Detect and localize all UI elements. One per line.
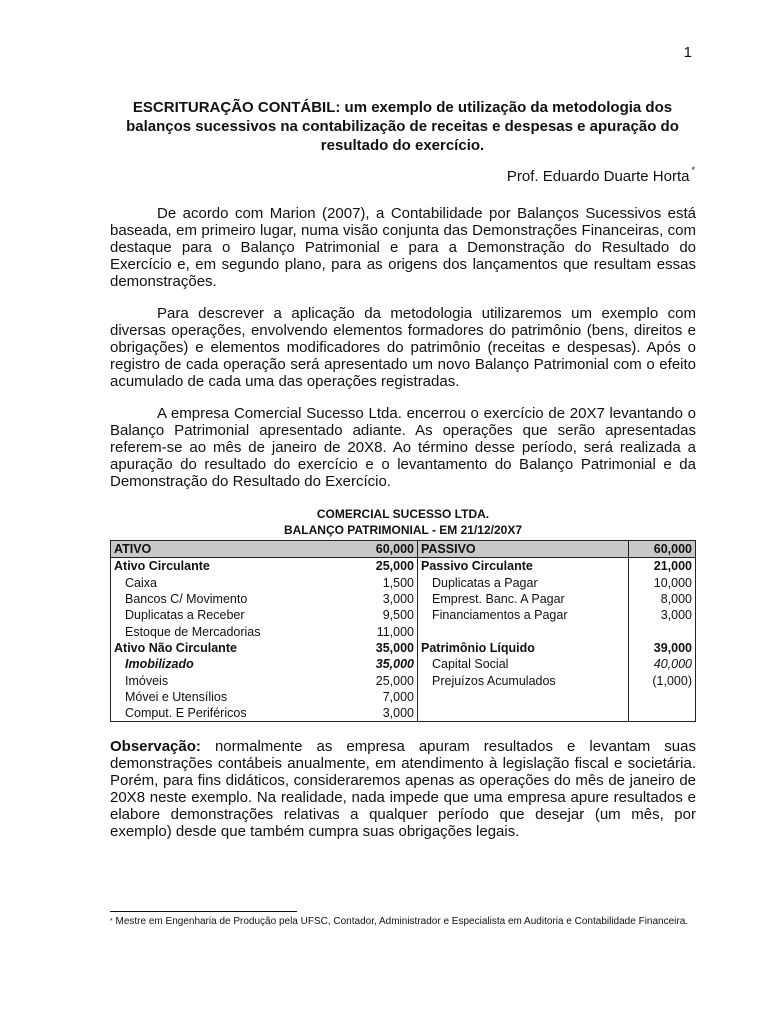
footnote-text: Mestre em Engenharia de Produção pela UFSC, Contador, Administrador e Especialista em Auditoria e Contabilidade Financeira. [112,916,689,927]
row-value-left: 3,000 [347,705,418,722]
header-ativo-value: 60,000 [347,541,418,558]
row-label-left: Caixa [125,575,157,590]
table-row [111,591,696,607]
table-row [111,705,696,722]
row-value-right: 40,000 [629,656,696,672]
row-value-right: 3,000 [629,607,696,623]
footnote [110,916,696,928]
row-label-right: Patrimônio Líquido [421,640,535,655]
row-label-left: Bancos C/ Movimento [125,592,248,607]
row-value-right [629,689,696,705]
observation-paragraph [110,738,696,840]
observation-text: normalmente as empresa apuram resultados e levantam suas demonstrações contábeis anualmente, em atendimento à legislação fiscal e societária. Porém, para fins didáticos, consideraremos apenas as operações do mês de janeiro de 20X8 neste exemplo. Na realidade, nada impede que uma empresa apure resultados e elabore demonstrações relativas a qualquer período que desejar (um mês, por exemplo) desde que também cumpra suas obrigações legais. [110,738,696,840]
row-label-left: Imobilizado [125,657,194,672]
observation-label: Observação: [110,738,201,755]
row-value-right: 21,000 [629,558,696,575]
balance-sheet-table [110,540,696,722]
paragraph-1: De acordo com Marion (2007), a Contabilidade por Balanços Sucessivos está baseada, em primeiro lugar, numa visão conjunta das Demonstrações Financeiras, com destaque para o Balanço Patrimonial e para a Demonstração do Resultado do Exercício e, em segundo plano, para as origens dos lançamentos que resultam essas demonstrações. [110,205,696,290]
author-footnote-mark: * [691,165,695,175]
document-title: ESCRITURAÇÃO CONTÁBIL: um exemplo de utilização da metodologia dos balanços sucessivos na contabilização de receitas e despesas e apuração do resultado do exercício. [126,99,679,154]
row-value-left: 1,500 [347,575,418,591]
row-label-left: Ativo Não Circulante [114,640,237,655]
table-row [111,689,696,705]
row-label-left: Imóveis [125,673,169,688]
table-caption: BALANÇO PATRIMONIAL - EM 21/12/20X7 [283,523,523,537]
row-value-right [629,623,696,639]
author-name: Prof. Eduardo Duarte Horta [506,168,690,185]
table-row [111,607,696,623]
row-label-right: Financiamentos a Pagar [432,608,568,623]
row-label-right: Duplicatas a Pagar [432,575,538,590]
table-header-row [111,541,696,558]
row-label-left: Duplicatas a Receber [125,608,245,623]
header-passivo: PASSIVO [418,541,629,558]
row-label-left: Móvei e Utensílios [125,689,228,704]
header-ativo: ATIVO [111,541,348,558]
row-label-right: Passivo Circulante [421,559,533,574]
paragraph-2: Para descrever a aplicação da metodologia utilizaremos um exemplo com diversas operações, envolvendo elementos formadores do patrimônio (bens, direitos e obrigações) e elementos modificadores do patrimônio (receitas e despesas). Após o registro de cada operação será apresentado um novo Balanço Patrimonial com o efeito acumulado de cada uma das operações registradas. [110,305,696,390]
footnote-mark: * [110,918,113,925]
row-label-right [418,705,629,722]
row-value-right [629,705,696,722]
page-number: 1 [683,44,692,61]
row-label-left: Ativo Circulante [114,559,210,574]
row-value-left: 7,000 [347,689,418,705]
header-passivo-value: 60,000 [629,541,696,558]
table-row [111,656,696,672]
table-row [111,623,696,639]
row-label-right: Prejuízos Acumulados [432,673,556,688]
row-value-right: 39,000 [629,640,696,656]
row-value-left: 35,000 [347,656,418,672]
row-value-right: 8,000 [629,591,696,607]
row-value-left: 11,000 [347,623,418,639]
row-label-right [418,689,629,705]
row-label-right: Emprest. Banc. A Pagar [432,592,565,607]
row-value-right: 10,000 [629,575,696,591]
row-value-left: 3,000 [347,591,418,607]
row-value-right: (1,000) [629,672,696,688]
table-row [111,640,696,656]
row-label-right: Capital Social [432,657,509,672]
row-label-right [418,623,629,639]
table-company-name: COMERCIAL SUCESSO LTDA. [316,507,490,521]
table-row [111,558,696,575]
paragraph-3: A empresa Comercial Sucesso Ltda. encerrou o exercício de 20X7 levantando o Balanço Patrimonial apresentado adiante. As operações que serão apresentadas referem-se ao mês de janeiro de 20X8. Ao término desse período, será realizada a apuração do resultado do exercício e o levantamento do Balanço Patrimonial e da Demonstração do Resultado do Exercício. [110,405,696,490]
row-label-left: Comput. E Periféricos [125,706,247,721]
table-row [111,672,696,688]
table-row [111,575,696,591]
footnote-divider [110,911,297,912]
row-value-left: 25,000 [347,558,418,575]
author [506,165,695,185]
row-value-left: 9,500 [347,607,418,623]
row-value-left: 35,000 [347,640,418,656]
row-value-left: 25,000 [347,672,418,688]
row-label-left: Estoque de Mercadorias [125,624,261,639]
